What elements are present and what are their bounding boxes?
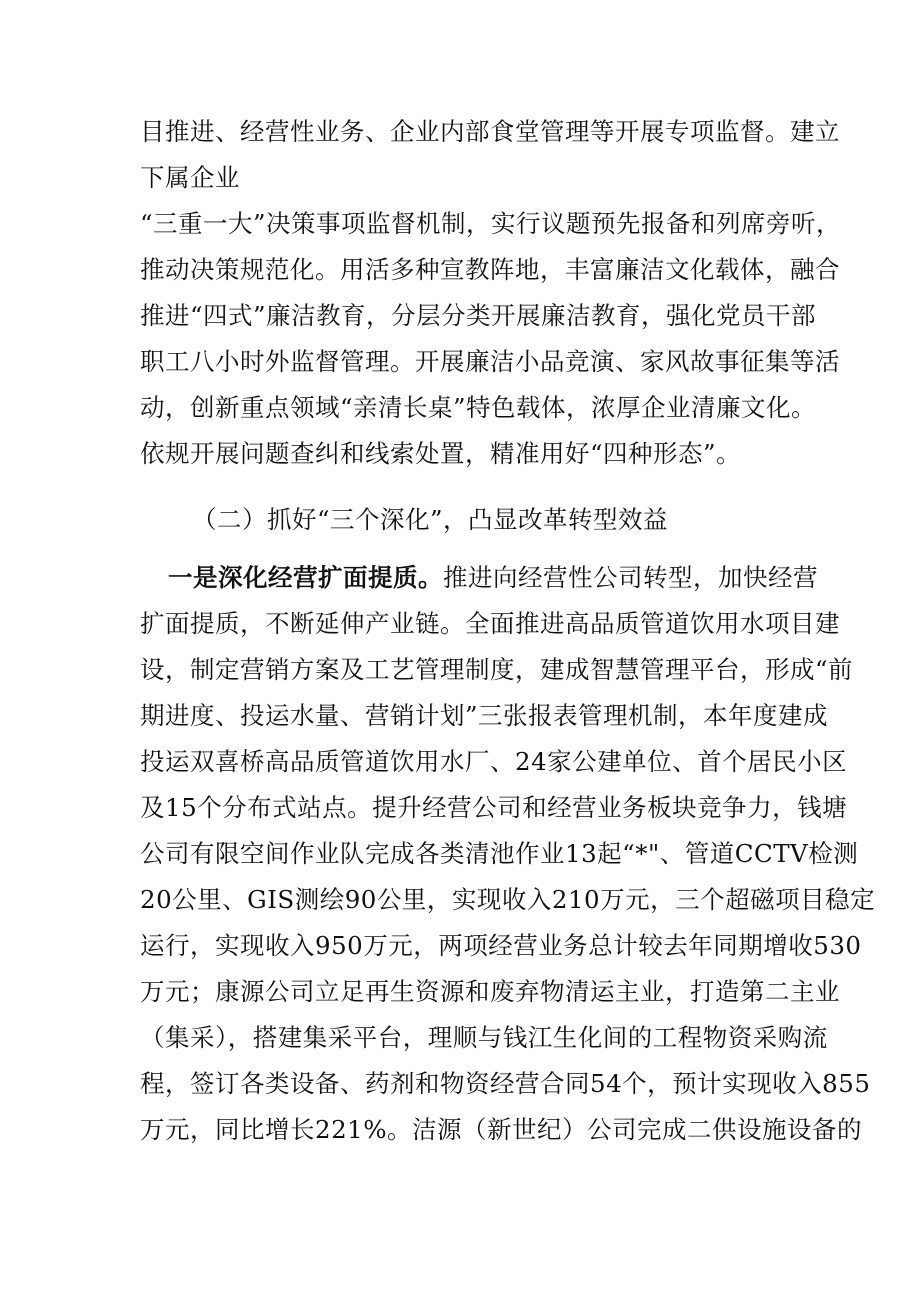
para2-line-6: 及15个分布式站点。提升经营公司和经营业务板块竞争力，钱塘 xyxy=(140,793,848,822)
para1-line-7: 动，创新重点领域“亲清长桌”特色载体，浓厚企业清廉文化。 xyxy=(140,393,817,422)
para2-line-2: 扩面提质，不断延伸产业链。全面推进高品质管道饮用水项目建 xyxy=(140,609,840,638)
para2-bold-lead: 一是深化经营扩面提质。 xyxy=(168,563,443,592)
para1-line-1: 目推进、经营性业务、企业内部食堂管理等开展专项监督。建立 xyxy=(140,117,840,146)
para2-line-10: 万元；康源公司立足再生资源和废弃物清运主业，打造第二主业 xyxy=(140,977,840,1006)
para2-line-9: 运行，实现收入950万元，两项经营业务总计较去年同期增收530 xyxy=(140,931,862,960)
para1-line-6: 职工八小时外监督管理。开展廉洁小品竞演、家风故事征集等活 xyxy=(140,347,840,376)
para1-line-5: 推进“四式”廉洁教育，分层分类开展廉洁教育，强化党员干部 xyxy=(140,301,817,330)
para2-line-1 xyxy=(168,558,818,598)
para2-line-4: 期进度、投运水量、营销计划”三张报表管理机制，本年度建成 xyxy=(140,701,829,730)
para2-line-5: 投运双喜桥高品质管道饮用水厂、24家公建单位、首个居民小区 xyxy=(140,747,848,776)
para2-line-7: 公司有限空间作业队完成各类清池作业13起“*"、管道CCTV检测 xyxy=(140,839,859,868)
para2-line-12: 程，签订各类设备、药剂和物资经营合同54个，预计实现收入855 xyxy=(140,1069,871,1098)
para2-line-11: （集采），搭建集采平台，理顺与钱江生化间的工程物资采购流 xyxy=(140,1023,828,1052)
para2-line-3: 设，制定营销方案及工艺管理制度，建成智慧管理平台，形成“前 xyxy=(140,655,854,684)
para2-line-8: 20公里、GIS测绘90公里，实现收入210万元，三个超磁项目稳定 xyxy=(140,885,876,914)
section-heading: （二）抓好“三个深化”，凸显改革转型效益 xyxy=(192,505,669,534)
para1-line-8: 依规开展问题查纠和线索处置，精准用好“四种形态”。 xyxy=(140,439,742,468)
para1-line-4: 推动决策规范化。用活多种宣教阵地，丰富廉洁文化载体，融合 xyxy=(140,255,840,284)
para2-line-13: 万元，同比增长221%。洁源（新世纪）公司完成二供设施设备的 xyxy=(140,1115,863,1144)
para1-line-2: 下属企业 xyxy=(140,163,240,192)
para2-first-line-rest: 推进向经营性公司转型，加快经营 xyxy=(443,563,818,592)
para1-line-3: “三重一大”决策事项监督机制，实行议题预先报备和列席旁听， xyxy=(140,209,842,238)
